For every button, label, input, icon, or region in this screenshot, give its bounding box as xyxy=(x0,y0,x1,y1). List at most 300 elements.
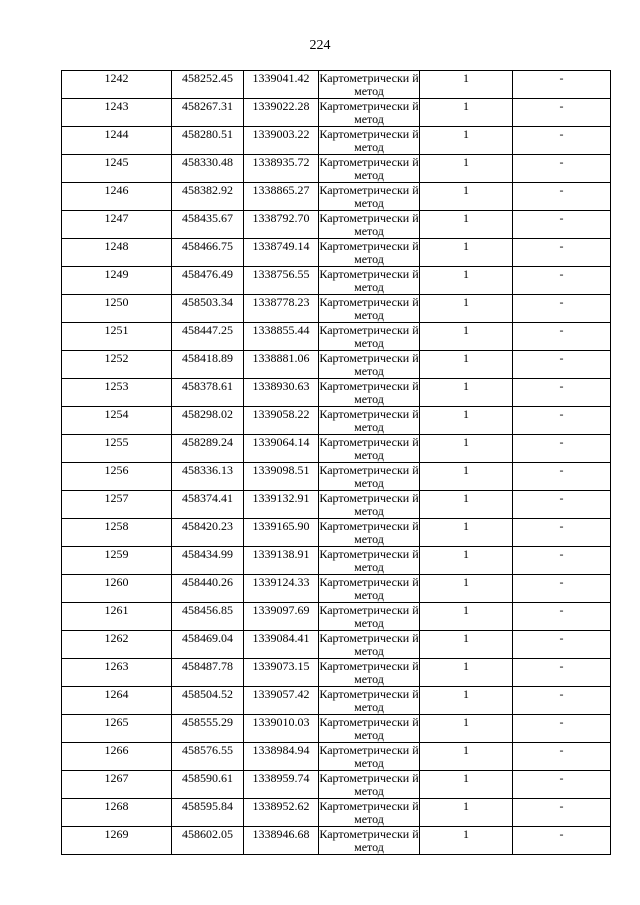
x-coordinate-cell xyxy=(172,575,244,603)
table-row xyxy=(62,659,611,687)
x-coordinate-cell xyxy=(172,379,244,407)
point-number-value: 1256 xyxy=(104,463,129,477)
point-number-cell xyxy=(62,211,172,239)
table-row xyxy=(62,99,611,127)
point-number-value: 1265 xyxy=(104,715,129,729)
x-coordinate-value: 458466.75 xyxy=(182,239,233,253)
method-cell: Картометрически й метод xyxy=(319,575,419,602)
x-coordinate-cell xyxy=(172,127,244,155)
point-number-value: 1262 xyxy=(104,631,129,645)
accuracy-value: 1 xyxy=(463,799,469,813)
x-coordinate-value: 458469.04 xyxy=(182,631,233,645)
y-coordinate-value: 1338881.06 xyxy=(252,351,310,365)
x-coordinate-value: 458252.45 xyxy=(182,71,233,85)
point-number-cell xyxy=(62,743,172,771)
note-value: - xyxy=(559,659,564,673)
point-number-cell xyxy=(62,267,172,295)
x-coordinate-cell xyxy=(172,211,244,239)
point-number-cell xyxy=(62,771,172,799)
accuracy-cell xyxy=(420,407,513,435)
y-coordinate-value: 1338792.70 xyxy=(252,211,310,225)
note-value: - xyxy=(559,435,564,449)
method-cell: Картометрически й метод xyxy=(319,267,419,294)
note-cell xyxy=(513,323,611,351)
method-cell: Картометрически й метод xyxy=(319,827,419,854)
y-coordinate-cell xyxy=(244,351,319,379)
table-row xyxy=(62,603,611,631)
accuracy-value: 1 xyxy=(463,183,469,197)
x-coordinate-cell xyxy=(172,267,244,295)
x-coordinate-value: 458280.51 xyxy=(182,127,233,141)
point-number-value: 1268 xyxy=(104,799,129,813)
x-coordinate-cell xyxy=(172,351,244,379)
note-cell xyxy=(513,211,611,239)
point-number-cell xyxy=(62,71,172,99)
note-cell xyxy=(513,771,611,799)
y-coordinate-cell xyxy=(244,295,319,323)
note-cell xyxy=(513,659,611,687)
accuracy-value: 1 xyxy=(463,239,469,253)
table-row xyxy=(62,407,611,435)
x-coordinate-value: 458456.85 xyxy=(182,603,233,617)
table-row xyxy=(62,435,611,463)
method-cell: Картометрически й метод xyxy=(319,183,419,210)
y-coordinate-value: 1338930.63 xyxy=(252,379,310,393)
point-number-value: 1242 xyxy=(104,71,129,85)
point-number-value: 1252 xyxy=(104,351,129,365)
note-cell xyxy=(513,547,611,575)
x-coordinate-cell xyxy=(172,743,244,771)
x-coordinate-cell xyxy=(172,827,244,855)
y-coordinate-cell xyxy=(244,379,319,407)
note-cell xyxy=(513,71,611,99)
note-value: - xyxy=(559,575,564,589)
point-number-value: 1266 xyxy=(104,743,129,757)
y-coordinate-value: 1338984.94 xyxy=(252,743,310,757)
point-number-cell xyxy=(62,239,172,267)
x-coordinate-value: 458289.24 xyxy=(182,435,233,449)
x-coordinate-value: 458267.31 xyxy=(182,99,233,113)
y-coordinate-cell xyxy=(244,71,319,99)
accuracy-cell xyxy=(420,435,513,463)
y-coordinate-value: 1339165.90 xyxy=(252,519,310,533)
accuracy-cell xyxy=(420,99,513,127)
y-coordinate-cell xyxy=(244,519,319,547)
accuracy-cell xyxy=(420,547,513,575)
table-row xyxy=(62,575,611,603)
note-cell xyxy=(513,379,611,407)
x-coordinate-cell xyxy=(172,323,244,351)
y-coordinate-value: 1339041.42 xyxy=(252,71,310,85)
point-number-value: 1269 xyxy=(104,827,129,841)
table-row xyxy=(62,547,611,575)
y-coordinate-cell xyxy=(244,799,319,827)
point-number-value: 1259 xyxy=(104,547,129,561)
point-number-cell xyxy=(62,463,172,491)
table-row xyxy=(62,631,611,659)
y-coordinate-cell xyxy=(244,547,319,575)
accuracy-cell xyxy=(420,267,513,295)
point-number-cell xyxy=(62,407,172,435)
y-coordinate-cell xyxy=(244,239,319,267)
x-coordinate-cell xyxy=(172,463,244,491)
y-coordinate-value: 1338865.27 xyxy=(252,183,310,197)
y-coordinate-value: 1339084.41 xyxy=(252,631,310,645)
x-coordinate-value: 458418.89 xyxy=(182,351,233,365)
x-coordinate-value: 458602.05 xyxy=(182,827,233,841)
accuracy-cell xyxy=(420,351,513,379)
point-number-cell xyxy=(62,323,172,351)
y-coordinate-value: 1338935.72 xyxy=(252,155,310,169)
note-value: - xyxy=(559,827,564,841)
accuracy-value: 1 xyxy=(463,575,469,589)
x-coordinate-cell xyxy=(172,715,244,743)
note-value: - xyxy=(559,351,564,365)
method-cell: Картометрически й метод xyxy=(319,71,419,98)
point-number-value: 1267 xyxy=(104,771,129,785)
y-coordinate-cell xyxy=(244,827,319,855)
method-cell: Картометрически й метод xyxy=(319,127,419,154)
x-coordinate-value: 458503.34 xyxy=(182,295,233,309)
method-cell: Картометрически й метод xyxy=(319,743,419,770)
accuracy-cell xyxy=(420,239,513,267)
coordinates-table xyxy=(61,70,611,855)
method-cell: Картометрически й метод xyxy=(319,715,419,742)
point-number-cell xyxy=(62,715,172,743)
y-coordinate-cell xyxy=(244,603,319,631)
y-coordinate-cell xyxy=(244,771,319,799)
x-coordinate-value: 458336.13 xyxy=(182,463,233,477)
table-row xyxy=(62,827,611,855)
point-number-value: 1258 xyxy=(104,519,129,533)
x-coordinate-cell xyxy=(172,771,244,799)
x-coordinate-cell xyxy=(172,295,244,323)
accuracy-cell xyxy=(420,687,513,715)
x-coordinate-value: 458382.92 xyxy=(182,183,233,197)
y-coordinate-value: 1338959.74 xyxy=(252,771,310,785)
note-cell xyxy=(513,575,611,603)
accuracy-cell xyxy=(420,463,513,491)
y-coordinate-cell xyxy=(244,155,319,183)
y-coordinate-cell xyxy=(244,491,319,519)
accuracy-value: 1 xyxy=(463,687,469,701)
y-coordinate-value: 1339064.14 xyxy=(252,435,310,449)
note-value: - xyxy=(559,267,564,281)
table-row xyxy=(62,71,611,99)
accuracy-value: 1 xyxy=(463,519,469,533)
table-row xyxy=(62,183,611,211)
accuracy-cell xyxy=(420,183,513,211)
accuracy-cell xyxy=(420,519,513,547)
point-number-value: 1247 xyxy=(104,211,129,225)
point-number-cell xyxy=(62,799,172,827)
table-row xyxy=(62,295,611,323)
table-row xyxy=(62,799,611,827)
y-coordinate-value: 1339003.22 xyxy=(252,127,310,141)
y-coordinate-value: 1338952.62 xyxy=(252,799,310,813)
y-coordinate-cell xyxy=(244,435,319,463)
y-coordinate-cell xyxy=(244,407,319,435)
y-coordinate-value: 1339138.91 xyxy=(252,547,310,561)
note-cell xyxy=(513,827,611,855)
method-cell: Картометрически й метод xyxy=(319,407,419,434)
y-coordinate-value: 1339124.33 xyxy=(252,575,310,589)
accuracy-value: 1 xyxy=(463,463,469,477)
x-coordinate-cell xyxy=(172,155,244,183)
point-number-cell xyxy=(62,435,172,463)
method-cell: Картометрически й метод xyxy=(319,519,419,546)
x-coordinate-value: 458434.99 xyxy=(182,547,233,561)
accuracy-value: 1 xyxy=(463,771,469,785)
point-number-cell xyxy=(62,351,172,379)
x-coordinate-value: 458487.78 xyxy=(182,659,233,673)
method-cell: Картометрически й метод xyxy=(319,99,419,126)
method-cell: Картометрически й метод xyxy=(319,631,419,658)
note-cell xyxy=(513,743,611,771)
method-cell: Картометрически й метод xyxy=(319,603,419,630)
x-coordinate-value: 458440.26 xyxy=(182,575,233,589)
accuracy-value: 1 xyxy=(463,603,469,617)
x-coordinate-value: 458378.61 xyxy=(182,379,233,393)
accuracy-value: 1 xyxy=(463,127,469,141)
accuracy-cell xyxy=(420,211,513,239)
point-number-value: 1249 xyxy=(104,267,129,281)
x-coordinate-value: 458447.25 xyxy=(182,323,233,337)
point-number-cell xyxy=(62,575,172,603)
note-value: - xyxy=(559,687,564,701)
point-number-value: 1245 xyxy=(104,155,129,169)
table-row xyxy=(62,715,611,743)
x-coordinate-value: 458374.41 xyxy=(182,491,233,505)
note-value: - xyxy=(559,211,564,225)
accuracy-cell xyxy=(420,71,513,99)
y-coordinate-cell xyxy=(244,659,319,687)
method-cell: Картометрически й метод xyxy=(319,687,419,714)
x-coordinate-cell xyxy=(172,407,244,435)
accuracy-value: 1 xyxy=(463,351,469,365)
accuracy-value: 1 xyxy=(463,295,469,309)
point-number-value: 1246 xyxy=(104,183,129,197)
point-number-cell xyxy=(62,659,172,687)
note-cell xyxy=(513,155,611,183)
note-value: - xyxy=(559,491,564,505)
accuracy-value: 1 xyxy=(463,743,469,757)
note-cell xyxy=(513,239,611,267)
note-cell xyxy=(513,687,611,715)
point-number-cell xyxy=(62,631,172,659)
note-cell xyxy=(513,715,611,743)
note-cell xyxy=(513,99,611,127)
coordinates-table-body xyxy=(62,71,611,855)
table-row xyxy=(62,379,611,407)
accuracy-value: 1 xyxy=(463,211,469,225)
accuracy-value: 1 xyxy=(463,99,469,113)
y-coordinate-value: 1338946.68 xyxy=(252,827,310,841)
accuracy-value: 1 xyxy=(463,267,469,281)
table-row xyxy=(62,211,611,239)
x-coordinate-value: 458435.67 xyxy=(182,211,233,225)
accuracy-cell xyxy=(420,715,513,743)
accuracy-cell xyxy=(420,575,513,603)
note-value: - xyxy=(559,799,564,813)
method-cell: Картометрически й метод xyxy=(319,547,419,574)
y-coordinate-cell xyxy=(244,99,319,127)
x-coordinate-cell xyxy=(172,239,244,267)
point-number-value: 1244 xyxy=(104,127,129,141)
note-cell xyxy=(513,519,611,547)
note-value: - xyxy=(559,519,564,533)
table-row xyxy=(62,127,611,155)
point-number-cell xyxy=(62,827,172,855)
y-coordinate-cell xyxy=(244,631,319,659)
page-number: 224 xyxy=(309,38,331,53)
note-value: - xyxy=(559,239,564,253)
accuracy-value: 1 xyxy=(463,827,469,841)
note-value: - xyxy=(559,155,564,169)
y-coordinate-cell xyxy=(244,267,319,295)
accuracy-value: 1 xyxy=(463,659,469,673)
method-cell: Картометрически й метод xyxy=(319,799,419,826)
point-number-value: 1248 xyxy=(104,239,129,253)
point-number-cell xyxy=(62,491,172,519)
x-coordinate-cell xyxy=(172,799,244,827)
note-value: - xyxy=(559,295,564,309)
point-number-cell xyxy=(62,183,172,211)
accuracy-value: 1 xyxy=(463,71,469,85)
note-cell xyxy=(513,435,611,463)
x-coordinate-cell xyxy=(172,547,244,575)
point-number-cell xyxy=(62,99,172,127)
table-row xyxy=(62,519,611,547)
point-number-cell xyxy=(62,603,172,631)
x-coordinate-value: 458420.23 xyxy=(182,519,233,533)
accuracy-value: 1 xyxy=(463,435,469,449)
point-number-value: 1260 xyxy=(104,575,129,589)
accuracy-cell xyxy=(420,771,513,799)
note-cell xyxy=(513,127,611,155)
accuracy-value: 1 xyxy=(463,547,469,561)
method-cell: Картометрически й метод xyxy=(319,155,419,182)
x-coordinate-value: 458504.52 xyxy=(182,687,233,701)
note-value: - xyxy=(559,323,564,337)
note-value: - xyxy=(559,71,564,85)
x-coordinate-value: 458576.55 xyxy=(182,743,233,757)
point-number-value: 1263 xyxy=(104,659,129,673)
note-cell xyxy=(513,267,611,295)
table-row xyxy=(62,491,611,519)
y-coordinate-cell xyxy=(244,183,319,211)
x-coordinate-cell xyxy=(172,99,244,127)
accuracy-cell xyxy=(420,631,513,659)
method-cell: Картометрически й метод xyxy=(319,435,419,462)
method-cell: Картометрически й метод xyxy=(319,323,419,350)
accuracy-value: 1 xyxy=(463,631,469,645)
y-coordinate-value: 1339058.22 xyxy=(252,407,310,421)
note-value: - xyxy=(559,183,564,197)
point-number-value: 1251 xyxy=(104,323,129,337)
table-row xyxy=(62,155,611,183)
note-value: - xyxy=(559,771,564,785)
method-cell: Картометрически й метод xyxy=(319,295,419,322)
note-value: - xyxy=(559,463,564,477)
method-cell: Картометрически й метод xyxy=(319,379,419,406)
accuracy-value: 1 xyxy=(463,155,469,169)
note-cell xyxy=(513,183,611,211)
point-number-value: 1261 xyxy=(104,603,129,617)
table-row xyxy=(62,771,611,799)
accuracy-cell xyxy=(420,295,513,323)
accuracy-cell xyxy=(420,491,513,519)
y-coordinate-cell xyxy=(244,463,319,491)
method-cell: Картометрически й метод xyxy=(319,659,419,686)
accuracy-value: 1 xyxy=(463,715,469,729)
point-number-cell xyxy=(62,127,172,155)
note-value: - xyxy=(559,99,564,113)
method-cell: Картометрически й метод xyxy=(319,771,419,798)
note-cell xyxy=(513,799,611,827)
accuracy-cell xyxy=(420,323,513,351)
note-cell xyxy=(513,463,611,491)
note-cell xyxy=(513,407,611,435)
accuracy-value: 1 xyxy=(463,379,469,393)
y-coordinate-value: 1339010.03 xyxy=(252,715,310,729)
accuracy-cell xyxy=(420,155,513,183)
method-cell: Картометрически й метод xyxy=(319,491,419,518)
point-number-value: 1253 xyxy=(104,379,129,393)
y-coordinate-value: 1339073.15 xyxy=(252,659,310,673)
point-number-value: 1254 xyxy=(104,407,129,421)
point-number-cell xyxy=(62,379,172,407)
accuracy-cell xyxy=(420,603,513,631)
point-number-cell xyxy=(62,295,172,323)
y-coordinate-cell xyxy=(244,575,319,603)
method-cell: Картометрически й метод xyxy=(319,239,419,266)
note-value: - xyxy=(559,743,564,757)
y-coordinate-value: 1339132.91 xyxy=(252,491,310,505)
note-cell xyxy=(513,631,611,659)
x-coordinate-value: 458590.61 xyxy=(182,771,233,785)
x-coordinate-cell xyxy=(172,603,244,631)
y-coordinate-value: 1339022.28 xyxy=(252,99,310,113)
x-coordinate-cell xyxy=(172,435,244,463)
point-number-cell xyxy=(62,519,172,547)
y-coordinate-value: 1338756.55 xyxy=(252,267,310,281)
y-coordinate-value: 1339097.69 xyxy=(252,603,310,617)
x-coordinate-value: 458595.84 xyxy=(182,799,233,813)
x-coordinate-cell xyxy=(172,183,244,211)
x-coordinate-cell xyxy=(172,687,244,715)
y-coordinate-value: 1338855.44 xyxy=(252,323,310,337)
y-coordinate-value: 1339098.51 xyxy=(252,463,310,477)
table-row xyxy=(62,267,611,295)
accuracy-value: 1 xyxy=(463,323,469,337)
x-coordinate-value: 458476.49 xyxy=(182,267,233,281)
x-coordinate-cell xyxy=(172,491,244,519)
note-value: - xyxy=(559,407,564,421)
note-cell xyxy=(513,603,611,631)
table-row xyxy=(62,323,611,351)
accuracy-cell xyxy=(420,379,513,407)
y-coordinate-cell xyxy=(244,211,319,239)
table-row xyxy=(62,743,611,771)
point-number-cell xyxy=(62,547,172,575)
y-coordinate-cell xyxy=(244,323,319,351)
y-coordinate-cell xyxy=(244,127,319,155)
point-number-value: 1243 xyxy=(104,99,129,113)
method-cell: Картометрически й метод xyxy=(319,463,419,490)
table-row xyxy=(62,687,611,715)
point-number-cell xyxy=(62,687,172,715)
